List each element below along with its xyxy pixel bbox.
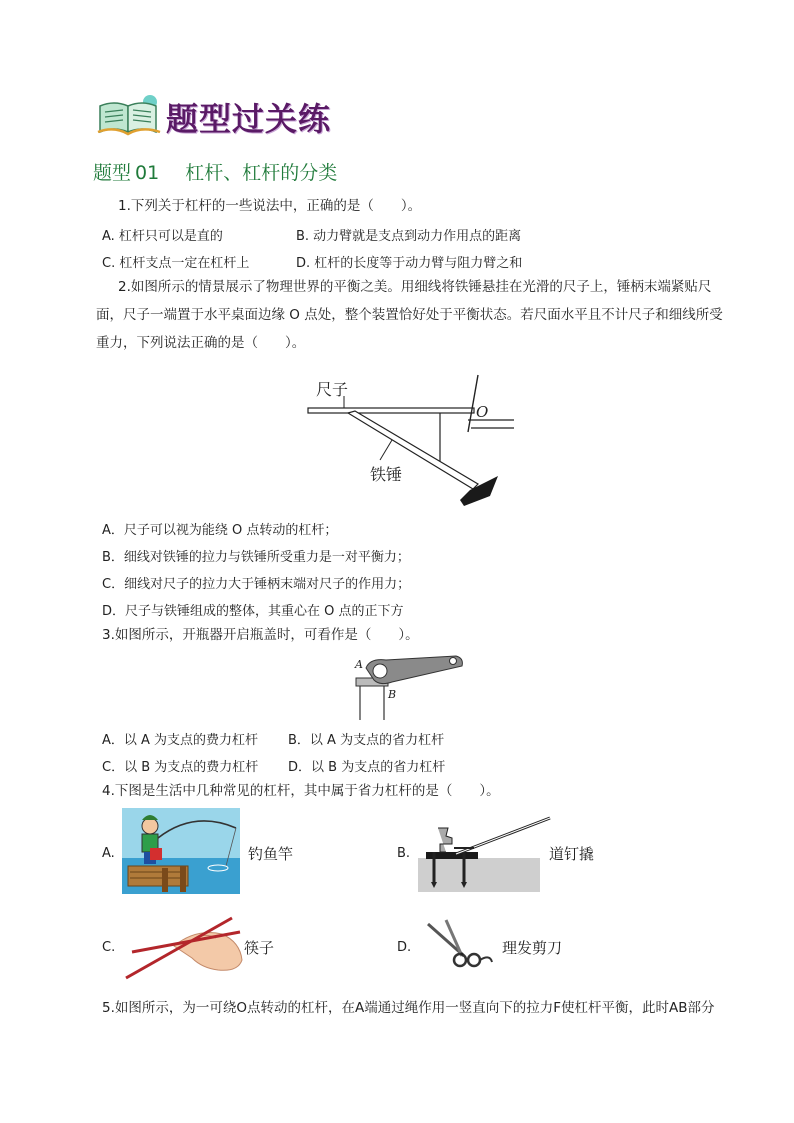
q4-option-d-letter: D.: [397, 940, 412, 955]
chopsticks-picture: [122, 912, 244, 980]
q5-stem: 5.如图所示，为一可绕O点转动的杠杆，在A端通过绳作用一竖直向下的拉力F使杠杆平衡，此时AB部分: [102, 1000, 715, 1016]
point-b-label: B: [388, 688, 397, 701]
q2-stem-line-3: 重力，下列说法正确的是（ ）。: [96, 335, 306, 351]
q3-option-d: D．以 B 为支点的省力杠杆: [288, 760, 446, 775]
ruler-bar: [308, 408, 474, 413]
ruler-label: 尺子: [316, 382, 349, 399]
section-label: 题型: [93, 162, 132, 184]
opener-ring: [373, 664, 387, 678]
q1-option-a: A. 杠杆只可以是直的: [102, 229, 223, 244]
q4-option-c-letter: C.: [102, 940, 116, 955]
section-title: [93, 158, 337, 185]
q4-option-b-letter: B.: [397, 846, 411, 861]
q3-option-c: C．以 B 为支点的费力杠杆: [102, 760, 259, 775]
crowbar-picture: [416, 814, 552, 892]
banner-title: 题型过关练: [166, 100, 332, 138]
q4-option-a-name: 钓鱼竿: [248, 845, 294, 863]
q2-ruler-hammer-figure: [300, 368, 530, 516]
section-number: 01: [135, 162, 160, 184]
q4-option-a-letter: A.: [102, 846, 115, 861]
scissors-picture: [424, 916, 498, 976]
q4-option-d-name: 理发剪刀: [502, 939, 563, 957]
point-o-label: O: [476, 403, 489, 421]
q2-stem-line-1: 2.如图所示的情景展示了物理世界的平衡之美。用细线将铁锤悬挂在光滑的尺子上，锤柄末端紧贴尺: [118, 279, 712, 295]
q4-stem: 4.下图是生活中几种常见的杠杆，其中属于省力杠杆的是（ ）。: [102, 783, 500, 799]
q3-stem: 3.如图所示，开瓶器开启瓶盖时，可看作是（ ）。: [102, 627, 419, 643]
q2-stem-line-2: 面，尺子一端置于水平桌面边缘 O 点处，整个装置恰好处于平衡状态。若尺面水平且不计尺子和细线所受: [96, 307, 723, 323]
q1-option-c: C. 杠杆支点一定在杠杆上: [102, 256, 250, 271]
q1-option-d: D. 杠杆的长度等于动力臂与阻力臂之和: [296, 256, 523, 271]
q3-option-b: B．以 A 为支点的省力杠杆: [288, 733, 445, 748]
q2-option-a: A．尺子可以视为能绕 O 点转动的杠杆；: [102, 523, 338, 538]
fishing-rod-picture: [122, 808, 240, 894]
q4-option-c-name: 筷子: [244, 939, 275, 957]
q3-option-a: A．以 A 为支点的费力杠杆: [102, 733, 259, 748]
q2-option-b: B．细线对铁锤的拉力与铁锤所受重力是一对平衡力；: [102, 550, 410, 565]
q1-option-b: B. 动力臂就是支点到动力作用点的距离: [296, 229, 522, 244]
q1-stem: 1.下列关于杠杆的一些说法中，正确的是（ ）。: [118, 198, 422, 214]
bottle-neck: [360, 684, 384, 720]
opener-hole: [450, 658, 457, 665]
hammer-label: 铁锤: [370, 467, 403, 484]
q3-bottle-opener-figure: [352, 654, 468, 720]
section-name: 杠杆、杠杆的分类: [185, 162, 338, 184]
hammer-handle: [348, 411, 478, 489]
book-icon: [96, 92, 162, 138]
q4-option-b-name: 道钉撬: [549, 845, 595, 863]
q2-option-c: C．细线对尺子的拉力大于锤柄末端对尺子的作用力；: [102, 577, 411, 592]
point-a-label: A: [355, 658, 363, 671]
hammer-label-leader: [380, 440, 392, 460]
q2-option-d: D．尺子与铁锤组成的整体，其重心在 O 点的正下方: [102, 604, 404, 619]
